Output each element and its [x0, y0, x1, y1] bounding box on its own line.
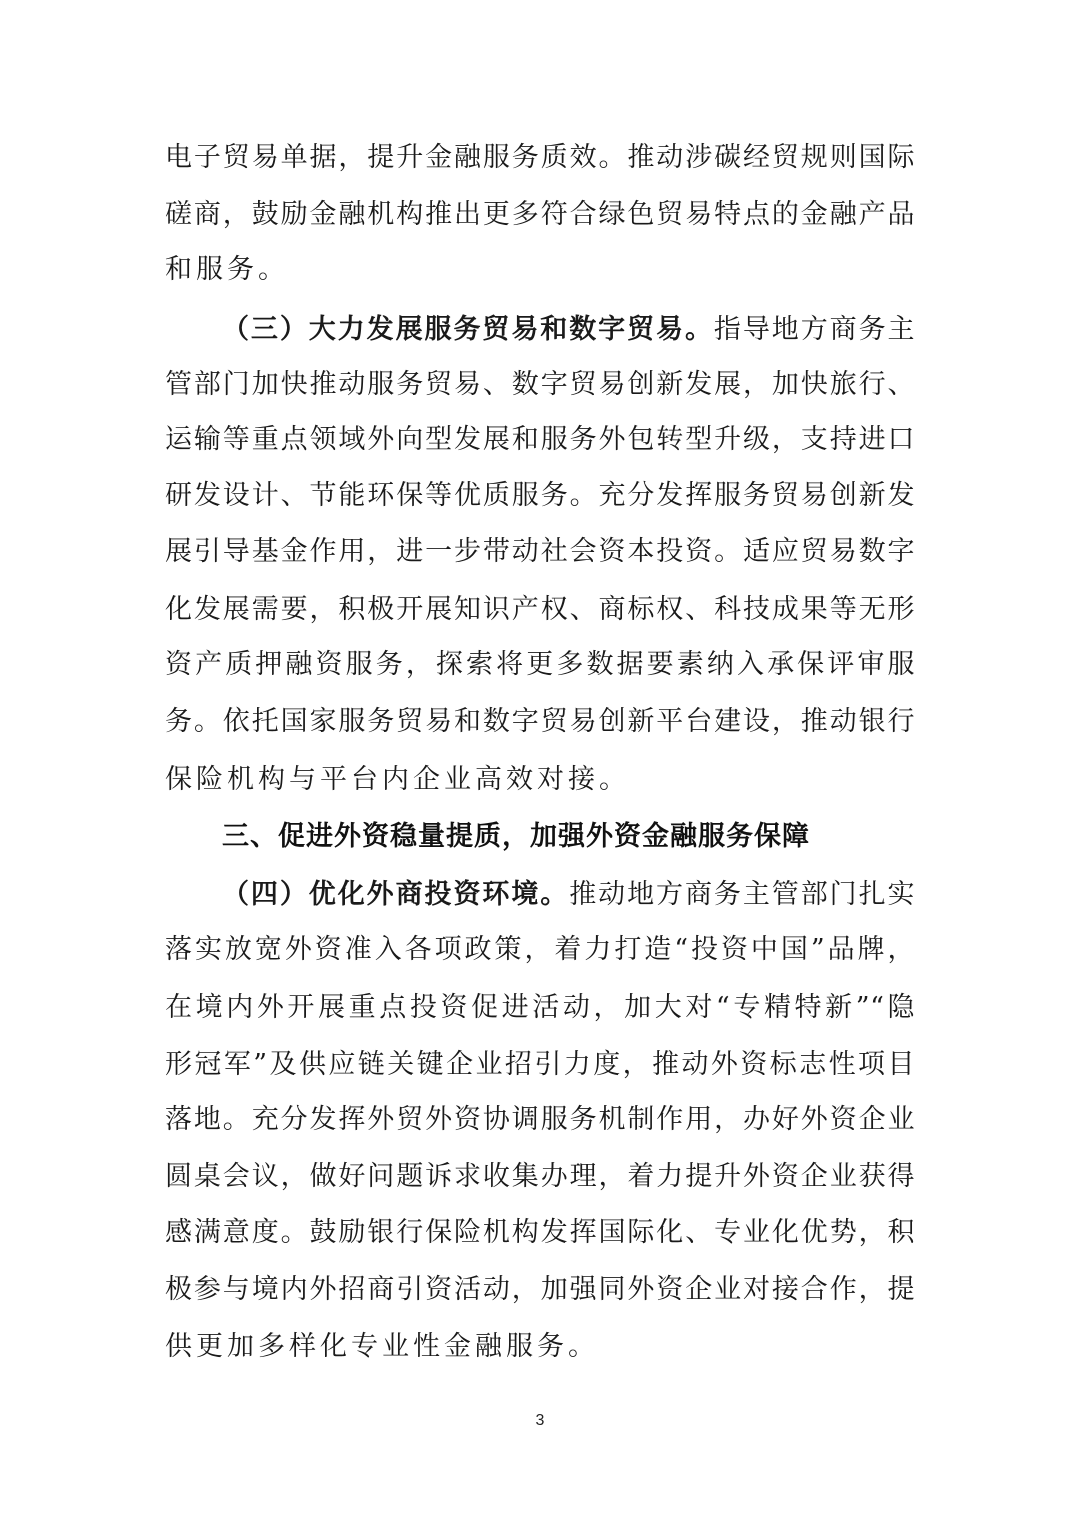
paragraph-3-line-4: 形冠军”及供应链关键企业招引力度，推动外资标志性项目: [165, 1049, 915, 1080]
paragraph-2-line-6: 化发展需要，积极开展知识产权、商标权、科技成果等无形: [165, 594, 915, 625]
section-heading: 三、促进外资稳量提质，加强外资金融服务保障: [222, 821, 810, 852]
paragraph-3-line-9: 供更加多样化专业性金融服务。: [165, 1331, 599, 1362]
paragraph-2-line-1: [222, 310, 915, 350]
paragraph-2-line-3: 运输等重点领域外向型发展和服务外包转型升级，支持进口: [165, 424, 915, 455]
paragraph-2-line-9: 保险机构与平台内企业高效对接。: [165, 764, 630, 795]
paragraph-3-line-6: 圆桌会议，做好问题诉求收集办理，着力提升外资企业获得: [165, 1161, 915, 1192]
paragraph-2-line-4: 研发设计、节能环保等优质服务。充分发挥服务贸易创新发: [165, 480, 915, 511]
paragraph-2-line-7: 资产质押融资服务，探索将更多数据要素纳入承保评审服: [165, 649, 915, 680]
paragraph-3-first-line-rest: 推动地方商务主管部门扎实: [569, 879, 916, 910]
paragraph-3-line-3: 在境内外开展重点投资促进活动，加大对“专精特新”“隐: [165, 992, 915, 1023]
paragraph-3-lead: （四）优化外商投资环境。: [222, 879, 570, 910]
paragraph-1-line-3: 和服务。: [165, 254, 289, 285]
paragraph-2-line-8: 务。依托国家服务贸易和数字贸易创新平台建设，推动银行: [165, 706, 915, 737]
paragraph-3-line-1: [222, 875, 915, 915]
paragraph-3-line-8: 极参与境内外招商引资活动，加强同外资企业对接合作，提: [165, 1274, 915, 1305]
paragraph-3-line-7: 感满意度。鼓励银行保险机构发挥国际化、专业化优势，积: [165, 1217, 915, 1248]
paragraph-1-line-1: 电子贸易单据，提升金融服务质效。推动涉碳经贸规则国际: [165, 142, 915, 173]
paragraph-2-lead: （三）大力发展服务贸易和数字贸易。: [222, 314, 714, 345]
paragraph-2-first-line-rest: 指导地方商务主: [713, 314, 915, 345]
paragraph-2-line-2: 管部门加快推动服务贸易、数字贸易创新发展，加快旅行、: [165, 369, 915, 400]
paragraph-2-line-5: 展引导基金作用，进一步带动社会资本投资。适应贸易数字: [165, 536, 915, 567]
paragraph-3-line-2: 落实放宽外资准入各项政策，着力打造“投资中国”品牌，: [165, 934, 915, 965]
paragraph-1-line-2: 磋商，鼓励金融机构推出更多符合绿色贸易特点的金融产品: [165, 199, 915, 230]
page-number: 3: [535, 1412, 545, 1429]
paragraph-3-line-5: 落地。充分发挥外贸外资协调服务机制作用，办好外资企业: [165, 1104, 915, 1135]
